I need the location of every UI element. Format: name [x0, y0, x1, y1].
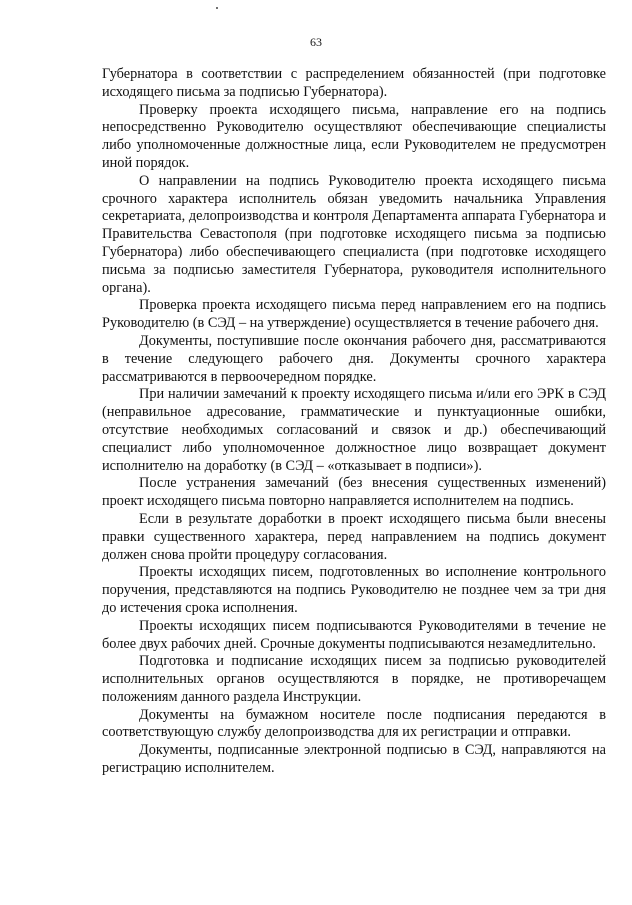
paragraph-substantial-edits: Если в результате доработки в проект исходящего письма были внесены правки существенного характера, перед направлением на подпись документ должен снова пройти процедуру согласования.	[102, 510, 606, 563]
paragraph-electronic-signature: Документы, подписанные электронной подписью в СЭД, направляются на регистрацию исполнителем.	[102, 742, 606, 777]
paragraph-after-fixes: После устранения замечаний (без внесения существенных изменений) проект исходящего письма повторно направляется исполнителем на подпись.	[102, 475, 606, 510]
paragraph-signing-time: Проекты исходящих писем подписываются Руководителями в течение не более двух рабочих дней. Срочные документы подписываются незамедлительно.	[102, 617, 606, 652]
paragraph-continuation: Губернатора в соответствии с распределением обязанностей (при подготовке исходящего письма за подписью Губернатора).	[102, 66, 606, 100]
paragraph-check-timing: Проверка проекта исходящего письма перед направлением его на подпись Руководителю (в СЭД – на утверждение) осуществляется в течение рабочего дня.	[102, 297, 606, 332]
paragraph-remarks: При наличии замечаний к проекту исходящего письма и/или его ЭРК в СЭД (неправильное адресование, грамматические и пунктуационные ошибки, отсутствие необходимых согласований и связок и др.) обеспечивающий специалист либо уполномоченное должностное лицо возвращает документ исполнителю на доработку (в СЭД – «отказывает в подписи»).	[102, 386, 606, 474]
paragraph-paper-documents: Документы на бумажном носителе после подписания передаются в соответствующую службу делопроизводства для их регистрации и отправки.	[102, 706, 606, 741]
paragraph-control-orders: Проекты исходящих писем, подготовленных во исполнение контрольного поручения, представляются на подпись Руководителю не позднее чем за три дня до истечения срока исполнения.	[102, 564, 606, 616]
scan-speck	[216, 7, 218, 9]
document-body	[102, 66, 606, 778]
paragraph-verification: Проверку проекта исходящего письма, направление его на подпись непосредственно Руководителю осуществляют обеспечивающие специалисты либо уполномоченные должностные лица, если Руководителем не предусмотрен иной порядок.	[102, 101, 606, 171]
paragraph-executive-bodies: Подготовка и подписание исходящих писем за подписью руководителей исполнительных органов осуществляются в порядке, не противоречащем положениям данного раздела Инструкции.	[102, 653, 606, 705]
page-number: 63	[310, 35, 322, 49]
paragraph-late-documents: Документы, поступившие после окончания рабочего дня, рассматриваются в течение следующего рабочего дня. Документы срочного характера рассматриваются в первоочередном порядке.	[102, 332, 606, 385]
paragraph-urgent-notice: О направлении на подпись Руководителю проекта исходящего письма срочного характера исполнитель обязан уведомить начальника Управления секретариата, делопроизводства и контроля Департамента аппарата Губернатора и Правительства Севастополя (при подготовке исходящего письма за подписью Губернатора) либо обеспечивающего специалиста (при подготовке исходящего письма за подписью заместителя Губернатора, руководителя исполнительного органа).	[102, 172, 606, 296]
